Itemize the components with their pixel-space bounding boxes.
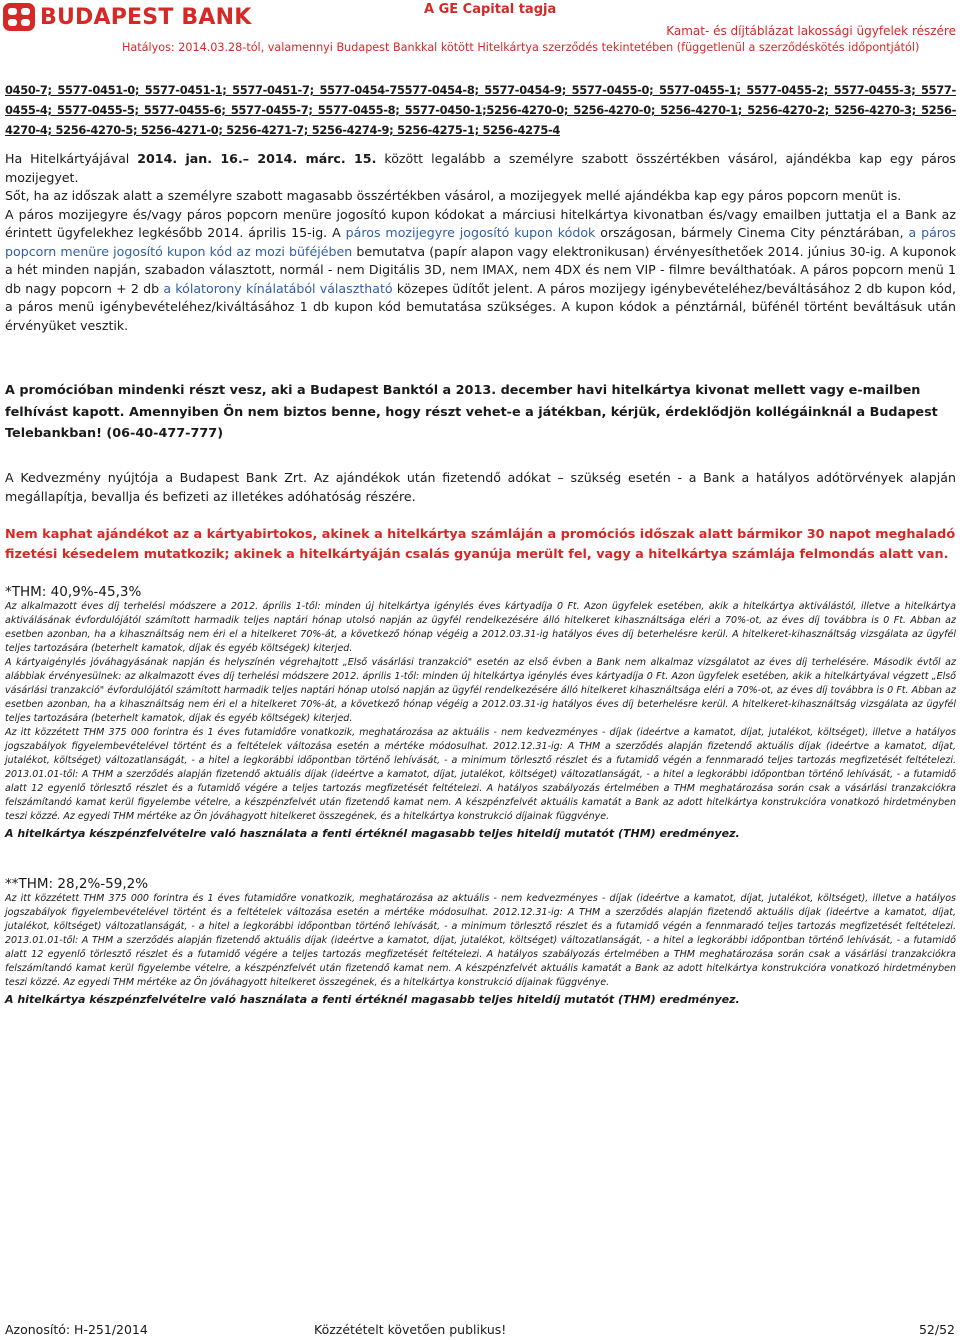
thm1-paragraph-3: Az itt közzétett THM 375 000 forintra és 1 éves futamidőre vonatkozik, meghatározása az aktuális - nem kedvezményes - díjak (ideértve a kamatot, díjat, jutalékot, költséget), illetve a hatályos jogszabályok figyelembevételével történt és a feltételek változása esetén a mértéke módosulhat. 2012.12.31-ig: A THM a szerződés alapján fizetendő aktuális díjak (ideértve a kamatot, díjat, jutalékot, költséget) változatlanságát, - a hitel a legkorábbi időpontban történő lehívását, - a minimum törlesztő részlet és a futamidő végén a fennmaradó teljes tartozás megfizetését feltételezi. 2013.01.01-től: A THM a szerződés alapján fizetendő aktuális díjak (ideértve a kamatot, díjat, jutalékot, költséget) változatlanságát, - a hitel a legkorábbi időpontban történő lehívását, - a futamidő alatt 12 egyenlő törlesztő részlet és a futamidő végére a teljes tartozás megfizetését feltételezi. A hatályos szabályozás értelmében a THM meghatározása során csak a vásárlási tranzakciókra felszámítandó kamat kerül figyelembe vételre, a készpénzfelvét után fizetendő kamat nem. A készpénzfelvét aktuális kamatát a Bank az adott hitelkártya konstrukcióra vonatkozó hirdetményben teszi közzé. Az egyedi THM mértéke az Ön jóváhagyott hitelkeret összegének, és a hitelkártya konstrukció díjainak függvénye. (5, 727, 956, 822)
thm2-cash-note: A hitelkártya készpénzfelvételre való használata a fenti értéknél magasabb teljes hiteldíj mutatót (THM) eredményez. (5, 993, 740, 1006)
highlight-popcorn-coupon: a páros popcorn menüre jogosító kupon kód az mozi büféjében (5, 225, 956, 259)
thm1-paragraph-2: A kártyaigénylés jóváhagyásának napján és helyszínén végrehajtott „Első vásárlási tranzakció" esetén az első évben a Bank nem alkalmaz vizsgálatot az éves díj terhelésére. Második évtől az alábbiak érvényesülnek: az alkalmazott éves díj terhelési módszere 2012. április 1-től: minden új hitelkártya igénylés éves kártyadíja 0 Ft. Azon ügyfelek esetében, akik a hitelkártyával végzett „Első vásárlási tranzakció" évfordulójától számított harmadik teljes naptári hónap utolsó napján az ügyfél rendelkezésére álló hitelkeret kihasználtsága eléri a 70%-ot, az éves díj továbbra is 0 Ft. Abban az esetben azonban, ha a kihasználtság nem éri el a hitelkeret 70%-át, a következő hónap végéig a 2012.03.31-ig hatályos éves díj beterhelésre kerül. A hitelkeret-kihasználtság vizsgálata az ügyfél teljes tartozására (beterhelt kamatok, díjak és egyéb költségek) kiterjed. (5, 657, 956, 724)
text-fragment: országosan, bármely Cinema City pénztárában, (595, 225, 909, 240)
thm1-cash-note: A hitelkártya készpénzfelvételre való használata a fenti értéknél magasabb teljes hiteldíj mutatót (THM) eredményez. (5, 827, 740, 840)
highlight-ticket-coupon: páros mozijegyre jogosító kupon kódok (345, 225, 596, 240)
provider-section (5, 469, 956, 506)
bank-logo-text: BUDAPEST BANK (40, 4, 252, 30)
bank-logo-icon (2, 2, 36, 32)
paragraph-popcorn: Sőt, ha az időszak alatt a személyre szabott magasabb összértékben vásárol, a mozijegyek mellé ajándékba kap egy páros popcorn menüt is. (5, 188, 902, 203)
ge-capital-tag: A GE Capital tagja (424, 2, 557, 17)
promotion-period: 2014. jan. 16.– 2014. márc. 15. (137, 151, 377, 166)
thm2-paragraph-1: Az itt közzétett THM 375 000 forintra és 1 éves futamidőre vonatkozik, meghatározása az aktuális - nem kedvezményes - díjak (ideértve a kamatot, díjat, jutalékot, költséget), illetve a hatályos jogszabályok figyelembevételével történt és a feltételek változása esetén a mértéke módosulhat. 2012.12.31-ig: A THM a szerződés alapján fizetendő aktuális díjak (ideértve a kamatot, díjat, jutalékot, költséget) változatlanságát, - a hitel a legkorábbi időpontban történő lehívását, - a minimum törlesztő részlet és a futamidő végén a fennmaradó teljes tartozás megfizetését feltételezi. 2013.01.01-től: A THM a szerződés alapján fizetendő aktuális díjak (ideértve a kamatot, díjat, jutalékot, költséget) változatlanságát, - a hitel a legkorábbi időpontban történő lehívását, - a futamidő alatt 12 egyenlő törlesztő részlet és a futamidő végére a teljes tartozás megfizetését feltételezi. A hatályos szabályozás értelmében a THM meghatározása során csak a vásárlási tranzakciókra felszámítandó kamat kerül figyelembe vételre, a készpénzfelvét után fizetendő kamat nem. A készpénzfelvét aktuális kamatát a Bank az adott hitelkártya konstrukcióra vonatkozó hirdetményben teszi közzé. Az egyedi THM mértéke az Ön jóváhagyott hitelkeret összegének, és a hitelkártya konstrukció díjainak függvénye. (5, 893, 956, 988)
thm-heading-2: **THM: 28,2%-59,2% (5, 876, 149, 892)
document-title: Kamat- és díjtáblázat lakossági ügyfelek részére (666, 24, 956, 38)
thm-heading-1: *THM: 40,9%-45,3% (5, 584, 142, 600)
exclusion-text: Nem kaphat ajándékot az a kártyabirtokos, akinek a hitelkártya számláján a promóciós időszak alatt bármikor 30 napot meghaladó fizetési késedelem mutatkozik; akinek a hitelkártyáján csalás gyanúja merült fel, vagy a hitelkártya számlája felmondás alatt van. (5, 527, 956, 562)
highlight-cola-tower: a kólatorony kínálatából választható (163, 280, 393, 296)
text-fragment: közepes üdítőt jelent. A páros mozijegy igénybevételéhez/beváltásához 2 db kupon kód, a páros menü igénybevételéhez/kiváltásához 1 db kupon kód bemutatása szükséges. A kupon kódok a pénztárnál, büfénél történt beváltásuk után érvényüket vesztik. (5, 280, 957, 333)
card-codes: 0450-7; 5577-0451-0; 5577-0451-1; 5577-0451-7; 5577-0454-75577-0454-8; 5577-0454-9; 5577-0455-0; 5577-0455-1; 5577-0455-2; 5577-0455-3; 5577-0455-4; 5577-0455-5; 5577-0455-6; 5577-0455-7; 5577-0455-8; 5577-0450-1;5256-4270-0; 5256-4270-0; 5256-4270-1; 5256-4270-2; 5256-4270-3; 5256-4270-4; 5256-4270-5; 5256-4271-0; 5256-4271-7; 5256-4274-9; 5256-4275-1; 5256-4275-4 (5, 83, 956, 137)
text-fragment: között legalább a személyre szabott összértékben vásárol, ajándékba kap egy páros mozijegyet. (5, 151, 956, 185)
participation-text: A promócióban mindenki részt vesz, aki a Budapest Banktól a 2013. december havi hitelkártya kivonat mellett vagy e-mailben felhívást kapott. Amennyiben Ön nem biztos benne, hogy részt vehet-e a játékban, kérjük, érdeklődjön kollégáinknál a Budapest Telebankban! (06-40-477-777) (5, 383, 938, 441)
exclusion-warning (5, 525, 956, 564)
page-number: 52/52 (918, 1322, 955, 1337)
participation-notice (5, 380, 956, 445)
text-fragment: Ha Hitelkártyájával (5, 151, 138, 166)
thm1-paragraph-1: Az alkalmazott éves díj terhelési módszere a 2012. április 1-től: minden új hitelkártya igénylés éves kártyadíja 0 Ft. Azon ügyfelek esetében, akik a hitelkártya aktiválástól, illetve a hitelkártya aktiválásának évfordulójától számított harmadik teljes naptári hónap utolsó napján az ügyfél rendelkezésére álló hitelkeret kihasználtsága eléri a 70%-ot, az éves díj továbbra is 0 Ft. Abban az esetben azonban, ha a kihasználtság nem éri el a hitelkeret 70%-át, a következő hónap végéig a 2012.03.31-ig hatályos éves díj beterhelésre kerül. A hitelkeret-kihasználtság vizsgálata az ügyfél teljes tartozására (beterhelt kamatok, díjak és egyéb költségek) kiterjed. (5, 601, 956, 654)
paragraph-movie-ticket (5, 150, 956, 187)
text-fragment: bemutatva (papír alapon vagy elektronikusan) érvényesíthetőek 2014. június 30-ig. A kuponok a hét minden napján, szabadon választott, normál - nem Digitális 3D, nem IMAX, nem 4DX és nem VIP - filmre beválthatóak. A páros popcorn menü 1 db nagy popcorn + 2 db (5, 243, 957, 296)
thm-section-1 (5, 584, 956, 841)
text-fragment: A páros mozijegyre és/vagy páros popcorn menüre jogosító kupon kódokat a márciusi hitelkártya kivonatban és/vagy emailben juttatja el a Bank az érintett ügyfelekhez legkésőbb 2014. április 15-ig. A (5, 206, 956, 240)
provider-text: A Kedvezmény nyújtója a Budapest Bank Zrt. Az ajándékok után fizetendő adókat – szükség esetén - a Bank a hatályos adótörvények alapján megállapítja, bevallja és befizeti az illetékes adóhatóság részére. (5, 470, 956, 504)
page-header (0, 0, 960, 62)
card-code-list (5, 80, 956, 140)
thm-section-2 (5, 876, 956, 1007)
footer-notice: Közzétételt követően publikus! (314, 1322, 507, 1337)
paragraph-coupon-details (5, 206, 956, 336)
footer-id: Azonosító: H-251/2014 (5, 1322, 148, 1337)
validity-line: Hatályos: 2014.03.28-tól, valamennyi Budapest Bankkal kötött Hitelkártya szerződés tekintetében (függetlenül a szerződéskötés időpontjától) (122, 41, 920, 54)
bank-logo (2, 2, 251, 32)
promotion-description (5, 150, 956, 335)
